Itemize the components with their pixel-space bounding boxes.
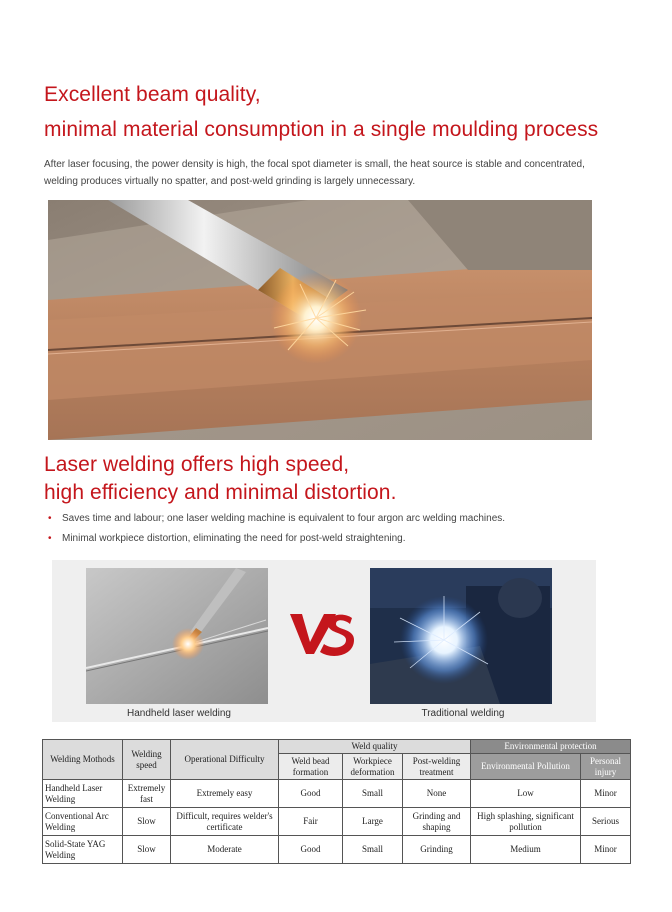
traditional-caption: Traditional welding	[421, 708, 505, 719]
comparison-table	[42, 739, 631, 864]
cell-bead: Good	[279, 780, 343, 808]
cell-post: None	[403, 780, 471, 808]
cell-difficulty: Moderate	[171, 836, 279, 864]
header-workpiece: Workpiece deformation	[343, 754, 403, 780]
cell-bead: Fair	[279, 808, 343, 836]
cell-method: Solid-State YAG Welding	[43, 836, 123, 864]
cell-difficulty: Extremely easy	[171, 780, 279, 808]
header-env-group: Environmental protection	[471, 740, 631, 754]
handheld-caption: Handheld laser welding	[127, 708, 231, 719]
cell-injury: Serious	[581, 808, 631, 836]
header-difficulty: Operational Difficulty	[171, 740, 279, 780]
cell-method: Handheld Laser Welding	[43, 780, 123, 808]
header-post: Post-welding treatment	[403, 754, 471, 780]
cell-post: Grinding	[403, 836, 471, 864]
cell-pollution: Medium	[471, 836, 581, 864]
laser-welding-photo	[48, 200, 592, 440]
header-pollution: Environmental Pollution	[471, 754, 581, 780]
feature-bullets	[48, 512, 505, 552]
bullet-item: • Minimal workpiece distortion, eliminating the need for post-weld straightening.	[48, 533, 406, 544]
bullet-item: • Saves time and labour; one laser welding machine is equivalent to four argon arc welding machines.	[48, 513, 506, 524]
table-row	[43, 808, 631, 836]
header-speed: Welding speed	[123, 740, 171, 780]
cell-speed: Slow	[123, 836, 171, 864]
bullet-dot-icon: •	[48, 533, 52, 544]
header-injury: Personal injury	[581, 754, 631, 780]
cell-bead: Good	[279, 836, 343, 864]
cell-deformation: Small	[343, 780, 403, 808]
cell-deformation: Small	[343, 836, 403, 864]
vs-icon	[288, 606, 354, 660]
traditional-welding-photo	[370, 568, 552, 704]
cell-pollution: High splashing, significant pollution	[471, 808, 581, 836]
table-row	[43, 780, 631, 808]
cell-pollution: Low	[471, 780, 581, 808]
intro-line1: After laser focusing, the power density is high, the focal spot diameter is small, the heat source is stable and concentrated,	[44, 159, 585, 170]
cell-injury: Minor	[581, 780, 631, 808]
header-quality-group: Weld quality	[279, 740, 471, 754]
header-methods: Welding Mothods	[43, 740, 123, 780]
section2-title-line2: high efficiency and minimal distortion.	[44, 481, 397, 504]
intro-line2: welding produces virtually no spatter, and post-weld grinding is largely unnecessary.	[44, 176, 416, 187]
section2-title-line1: Laser welding offers high speed,	[44, 453, 350, 476]
cell-speed: Extremely fast	[123, 780, 171, 808]
cell-difficulty: Difficult, requires welder's certificate	[171, 808, 279, 836]
cell-injury: Minor	[581, 836, 631, 864]
section-title-line2: minimal material consumption in a single moulding process	[44, 118, 599, 141]
section-title-line1: Excellent beam quality,	[44, 83, 261, 106]
intro-paragraph	[44, 156, 634, 190]
cell-method: Conventional Arc Welding	[43, 808, 123, 836]
handheld-laser-photo	[86, 568, 268, 704]
table-row	[43, 836, 631, 864]
bullet-dot-icon: •	[48, 513, 52, 524]
header-weld-bead: Weld bead formation	[279, 754, 343, 780]
cell-speed: Slow	[123, 808, 171, 836]
cell-post: Grinding and shaping	[403, 808, 471, 836]
cell-deformation: Large	[343, 808, 403, 836]
